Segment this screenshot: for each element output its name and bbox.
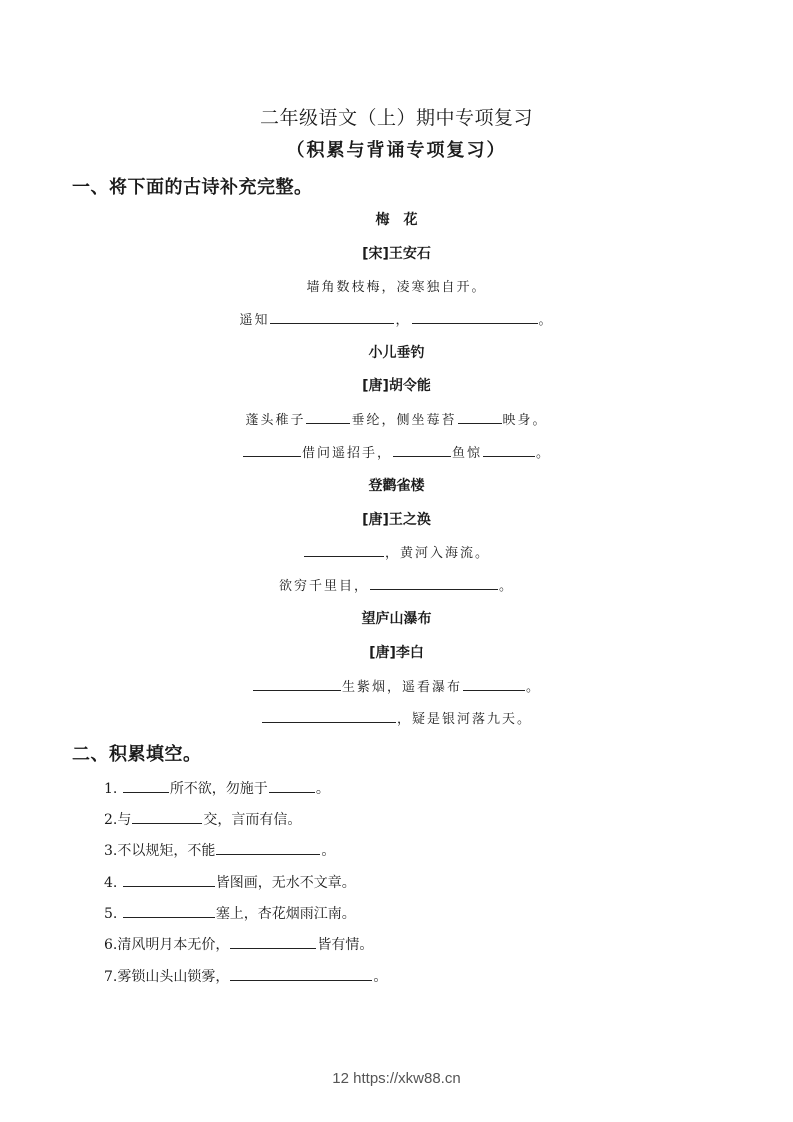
- answer-blank[interactable]: [253, 676, 341, 691]
- answer-blank[interactable]: [270, 309, 394, 324]
- footer-url: https://xkw88.cn: [353, 1070, 461, 1087]
- poem-line: [0, 575, 793, 594]
- item-number: 1.: [104, 781, 118, 797]
- line-text: 借问遥招手，: [301, 446, 392, 461]
- line-text: ，: [395, 313, 411, 328]
- line-text: 交，言而有信。: [203, 812, 302, 828]
- poem-line: [0, 409, 793, 428]
- line-text: 。: [526, 680, 542, 695]
- line-text: 墙角数枝梅，凌寒独自开。: [306, 280, 487, 295]
- section-2-heading: 二、积累填空。: [72, 744, 202, 765]
- item-number: 7.: [104, 969, 118, 985]
- answer-blank[interactable]: [123, 903, 215, 918]
- answer-blank[interactable]: [216, 840, 320, 855]
- answer-blank[interactable]: [370, 575, 498, 590]
- fill-item: [104, 840, 335, 860]
- line-text: 生紫烟，遥看瀑布: [341, 680, 462, 695]
- line-text: 清风明月本无价，: [117, 937, 230, 953]
- poem-line: [0, 676, 793, 695]
- line-text: ，疑是银河落九天。: [396, 712, 532, 727]
- line-text: 。: [321, 843, 336, 859]
- line-text: 遥知: [239, 313, 270, 328]
- line-text: 。: [536, 446, 552, 461]
- answer-blank[interactable]: [483, 442, 535, 457]
- line-text: 皆图画，无水不文章。: [215, 875, 356, 891]
- item-number: 3.: [104, 843, 118, 859]
- section-1-heading: 一、将下面的古诗补充完整。: [72, 177, 313, 198]
- answer-blank[interactable]: [262, 708, 396, 723]
- answer-blank[interactable]: [123, 778, 169, 793]
- poem-title: 小儿垂钓: [368, 345, 425, 361]
- answer-blank[interactable]: [123, 872, 215, 887]
- poem-line: [0, 276, 793, 295]
- item-number: 5.: [104, 906, 118, 922]
- line-text: 鱼惊: [451, 446, 482, 461]
- poem-author: [唐]王之涣: [362, 512, 431, 528]
- line-text: 不以规矩，不能: [117, 843, 216, 859]
- page-footer: [0, 1070, 793, 1087]
- line-text: ，黄河入海流。: [384, 546, 490, 561]
- line-text: 所不欲，勿施于: [169, 781, 268, 797]
- line-text: 与: [117, 812, 132, 828]
- page-subtitle: （积累与背诵专项复习）: [286, 140, 507, 161]
- answer-blank[interactable]: [304, 542, 384, 557]
- line-text: 。: [315, 781, 330, 797]
- line-text: 蓬头稚子: [245, 413, 306, 428]
- line-text: 垂纶，侧坐莓苔: [351, 413, 457, 428]
- answer-blank[interactable]: [393, 442, 451, 457]
- answer-blank[interactable]: [132, 809, 202, 824]
- line-text: 欲穷千里目，: [278, 579, 369, 594]
- line-text: 。: [373, 969, 388, 985]
- line-text: 。: [538, 313, 554, 328]
- poem-title: 梅 花: [375, 212, 418, 228]
- item-number: 6.: [104, 937, 118, 953]
- poem-line: [0, 542, 793, 561]
- poem-title: 望庐山瀑布: [361, 611, 432, 627]
- line-text: 映身。: [502, 413, 548, 428]
- poem-author: [唐]李白: [369, 645, 424, 661]
- fill-item: [104, 966, 387, 986]
- fill-item: [104, 778, 330, 798]
- answer-blank[interactable]: [269, 778, 315, 793]
- poem-line: [0, 309, 793, 328]
- fill-item: [104, 903, 356, 923]
- poem-line: [0, 708, 793, 727]
- fill-item: [104, 872, 356, 892]
- answer-blank[interactable]: [230, 966, 372, 981]
- answer-blank[interactable]: [230, 934, 316, 949]
- poem-author: [宋]王安石: [362, 246, 431, 262]
- line-text: 雾锁山头山锁雾，: [117, 969, 230, 985]
- poem-author: [唐]胡令能: [362, 378, 431, 394]
- answer-blank[interactable]: [306, 409, 350, 424]
- page-title: 二年级语文（上）期中专项复习: [259, 107, 533, 129]
- poem-line: [0, 442, 793, 461]
- answer-blank[interactable]: [463, 676, 525, 691]
- item-number: 4.: [104, 875, 118, 891]
- line-text: 塞上，杏花烟雨江南。: [215, 906, 356, 922]
- poem-title: 登鹳雀楼: [368, 478, 425, 494]
- answer-blank[interactable]: [412, 309, 538, 324]
- page-number: 12: [332, 1070, 349, 1087]
- line-text: 。: [499, 579, 515, 594]
- fill-item: [104, 809, 301, 829]
- item-number: 2.: [104, 812, 118, 828]
- fill-item: [104, 934, 373, 954]
- answer-blank[interactable]: [243, 442, 301, 457]
- answer-blank[interactable]: [458, 409, 502, 424]
- line-text: 皆有情。: [317, 937, 374, 953]
